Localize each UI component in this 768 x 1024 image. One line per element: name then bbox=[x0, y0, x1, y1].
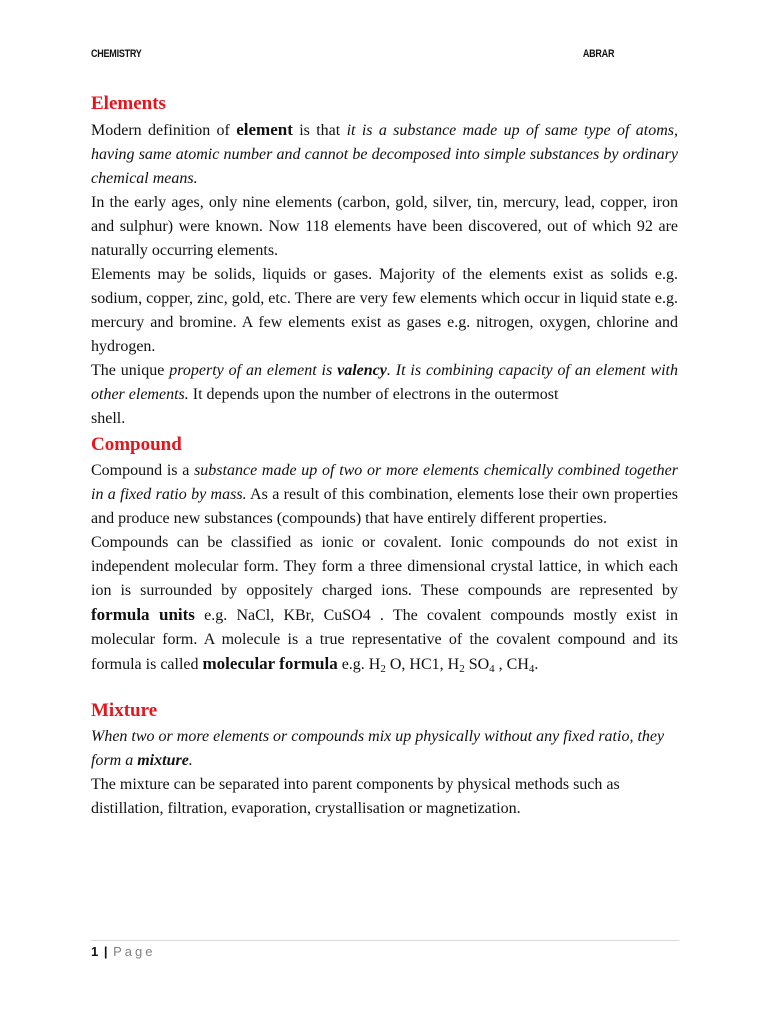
footer-divider bbox=[91, 940, 679, 941]
term-valency: valency bbox=[337, 362, 387, 379]
page-footer bbox=[91, 944, 156, 959]
term-molecular-formula: molecular formula bbox=[202, 654, 338, 673]
term-element: element bbox=[236, 120, 293, 139]
header-author: ABRAR bbox=[582, 48, 614, 60]
heading-compound: Compound bbox=[91, 434, 182, 455]
subscript: 4 bbox=[489, 663, 495, 675]
compound-classification-paragraph bbox=[91, 531, 678, 677]
elements-valency-tail: shell. bbox=[91, 410, 126, 427]
valency-definition: . It is combining capacity of an element with other elements. bbox=[91, 362, 679, 403]
text-run: . bbox=[188, 752, 193, 769]
text-run: It depends upon the number of electrons in the outermost bbox=[188, 386, 559, 403]
subscript: 2 bbox=[380, 663, 386, 675]
subscript: 2 bbox=[459, 663, 465, 675]
text-run: is that bbox=[292, 122, 347, 139]
term-mixture: mixture bbox=[137, 752, 189, 769]
elements-history-paragraph: In the early ages, only nine elements (carbon, gold, silver, tin, mercury, lead, copper, iron and sulphur) were known. Now 118 elements have been discovered, out of which 92 are naturally occurring elements. bbox=[91, 194, 678, 259]
mixture-definition-paragraph bbox=[91, 725, 678, 773]
compound-definition: substance made up of two or more elements chemically combined together in a fixed ratio by mass. bbox=[91, 462, 678, 503]
text-run: SO bbox=[464, 656, 490, 673]
document-body bbox=[91, 90, 678, 821]
elements-definition-paragraph bbox=[91, 118, 678, 191]
heading-elements: Elements bbox=[91, 93, 166, 114]
text-run: , CH bbox=[494, 656, 529, 673]
definition-text: it is a substance made up of same type of atoms, having same atomic number and cannot be decomposed into simple substances by ordinary chemical means. bbox=[91, 122, 678, 187]
header-subject: CHEMISTRY bbox=[91, 48, 142, 60]
compound-definition-paragraph bbox=[91, 459, 678, 531]
text-run: Compound is a bbox=[91, 462, 195, 479]
elements-states-paragraph: Elements may be solids, liquids or gases. Majority of the elements exist as solids e.g. sodium, copper, zinc, gold, etc. There are very few elements which occur in liquid state e.g. mercury and bromine. A few elements exist as gases e.g. nitrogen, oxygen, chlorine and hydrogen. bbox=[91, 266, 678, 355]
mixture-definition: When two or more elements or compounds mix up physically without any fixed ratio, they form a bbox=[91, 728, 665, 769]
page-header bbox=[91, 44, 614, 64]
mixture-separation-paragraph: The mixture can be separated into parent components by physical methods such as distillation, filtration, evaporation, crystallisation or magnetization. bbox=[91, 776, 620, 817]
text-run: . bbox=[534, 656, 539, 673]
text-run: property of an element is bbox=[169, 362, 338, 379]
page-label: Page bbox=[113, 944, 156, 959]
text-run: Modern definition of bbox=[91, 122, 237, 139]
text-run: The unique bbox=[91, 362, 170, 379]
subscript: 4 bbox=[528, 663, 535, 675]
footer-separator: | bbox=[103, 944, 108, 959]
text-run: Compounds can be classified as ionic or covalent. Ionic compounds do not exist in independent molecular form. They form a three dimensional crystal lattice, in which each ion is surrounded by oppositely charged ions. These compounds are represented by bbox=[91, 534, 678, 599]
heading-mixture: Mixture bbox=[91, 700, 158, 721]
term-formula-units: formula units bbox=[91, 605, 195, 624]
text-run: e.g. H bbox=[337, 656, 381, 673]
page-number: 1 bbox=[91, 944, 99, 959]
text-run: O, HC1, H bbox=[385, 656, 460, 673]
text-run: As a result of this combination, elements lose their own properties and produce new substances (compounds) that have entirely different properties. bbox=[91, 486, 679, 527]
elements-valency-paragraph bbox=[91, 359, 678, 407]
text-run: e.g. NaCl, KBr, CuSO4 . The covalent compounds mostly exist in molecular form. A molecule is a true representative of the covalent compound and its formula is called bbox=[91, 607, 678, 673]
